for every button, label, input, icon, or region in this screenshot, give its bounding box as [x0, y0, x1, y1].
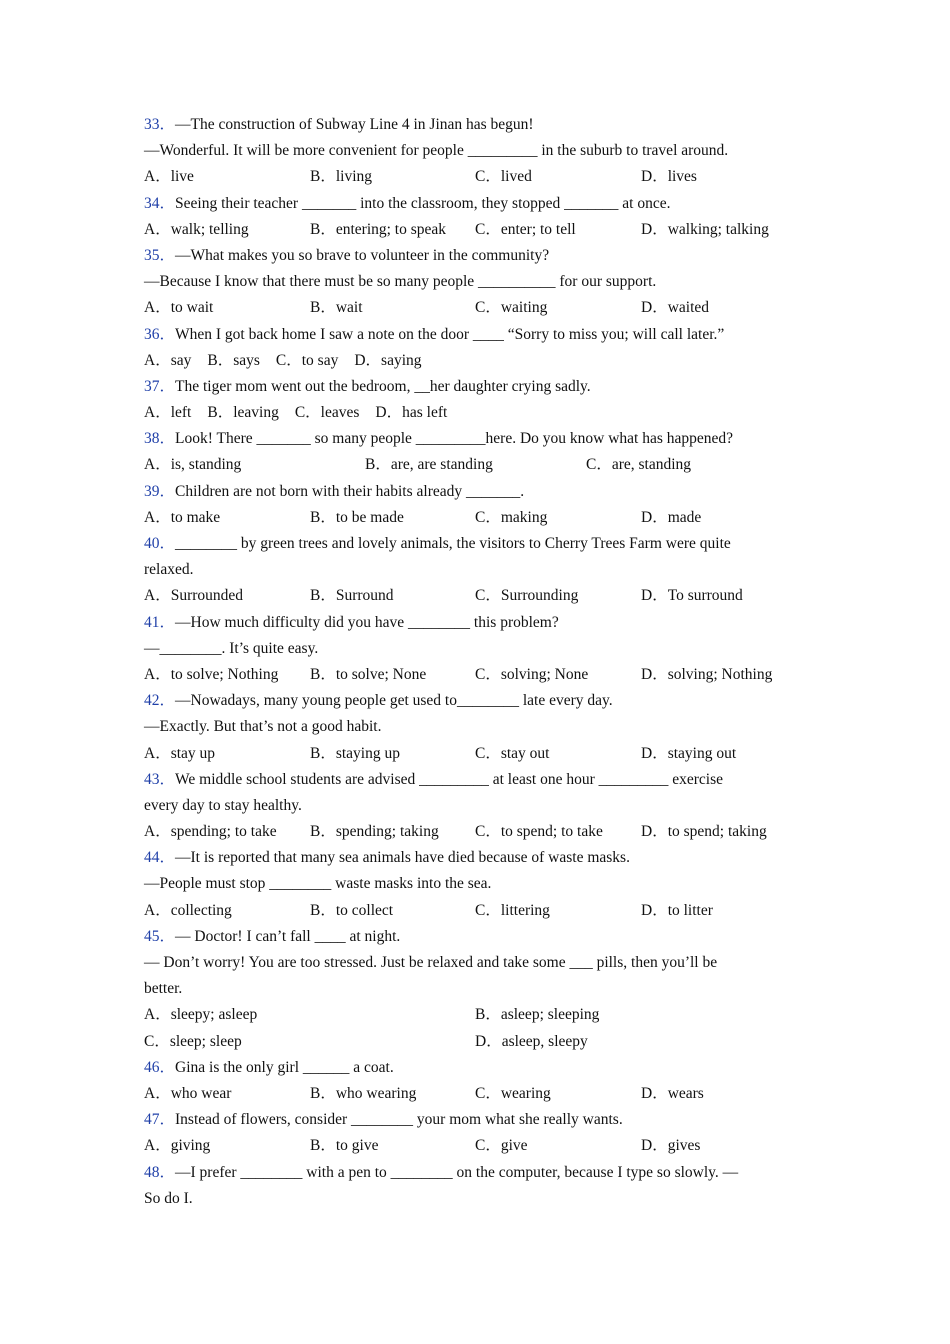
options-row — [144, 164, 794, 190]
option-c[interactable]: C．solving; None — [475, 665, 589, 683]
question-33 — [144, 112, 794, 191]
question-stem-cont: —Exactly. But that’s not a good habit. — [144, 718, 382, 736]
question-stem-cont: —People must stop ________ waste masks into the sea. — [144, 875, 492, 893]
question-38 — [144, 426, 794, 478]
option-b[interactable]: B．entering; to speak — [310, 220, 447, 238]
option-c[interactable]: C．Surrounding — [475, 587, 579, 605]
question-stem-cont: —Because I know that there must be so many people __________ for our support. — [144, 273, 657, 291]
question-39 — [144, 479, 794, 531]
question-number: 48． — [144, 1163, 176, 1181]
option-d[interactable]: D．has left — [375, 404, 448, 422]
option-d[interactable]: D．solving; Nothing — [641, 665, 773, 683]
options-row — [144, 1002, 794, 1028]
option-b[interactable]: B．staying up — [310, 744, 400, 762]
question-stem-cont: relaxed. — [144, 561, 194, 579]
question-number: 34． — [144, 194, 176, 212]
option-c[interactable]: C．littering — [475, 901, 550, 919]
option-d[interactable]: D．asleep, sleepy — [475, 1032, 588, 1050]
question-stem: 48．—I prefer ________ with a pen to ________ on the computer, because I type so slowly. — — [144, 1163, 739, 1181]
question-stem: 34．Seeing their teacher _______ into the classroom, they stopped _______ at once. — [144, 194, 671, 212]
question-number: 42． — [144, 692, 176, 710]
option-d[interactable]: D．to spend; taking — [641, 823, 767, 841]
question-stem: 44．—It is reported that many sea animals have died because of waste masks. — [144, 849, 630, 867]
question-number: 39． — [144, 482, 176, 500]
option-a[interactable]: A．sleepy; asleep — [144, 1006, 258, 1024]
question-stem: 41．—How much difficulty did you have ________ this problem? — [144, 613, 559, 631]
option-b[interactable]: B．are, are standing — [365, 456, 493, 474]
options-row — [144, 400, 794, 426]
option-a[interactable]: A．live — [144, 168, 194, 186]
option-b[interactable]: B．wait — [310, 299, 363, 317]
question-number: 33． — [144, 116, 176, 133]
option-c[interactable]: C．leaves — [294, 404, 360, 422]
option-c[interactable]: C．waiting — [475, 299, 548, 317]
options-row — [144, 1133, 794, 1159]
options-row — [144, 741, 794, 767]
option-c[interactable]: C．give — [475, 1137, 528, 1155]
options-row — [144, 1081, 794, 1107]
question-40 — [144, 531, 794, 610]
option-d[interactable]: D．lives — [641, 168, 697, 186]
question-stem-cont: —Wonderful. It will be more convenient for people _________ in the suburb to travel around. — [144, 142, 729, 160]
question-number: 45． — [144, 927, 176, 945]
option-a[interactable]: A．spending; to take — [144, 823, 277, 841]
option-c[interactable]: C．wearing — [475, 1084, 551, 1102]
question-number: 36． — [144, 325, 176, 343]
option-a[interactable]: A．who wear — [144, 1084, 232, 1102]
question-number: 43． — [144, 770, 176, 788]
option-d[interactable]: D．saying — [354, 351, 422, 369]
option-a[interactable]: A．left — [144, 404, 192, 422]
option-b[interactable]: B．leaving — [207, 404, 279, 422]
question-stem: 43．We middle school students are advised _________ at least one hour _________ exercise — [144, 770, 724, 788]
option-b[interactable]: B．says — [207, 351, 260, 369]
option-b[interactable]: B．Surround — [310, 587, 394, 605]
option-b[interactable]: B．to solve; None — [310, 665, 427, 683]
option-c[interactable]: C．stay out — [475, 744, 550, 762]
question-stem-cont: —________. It’s quite easy. — [144, 639, 319, 657]
question-stem: 47．Instead of flowers, consider ________ your mom what she really wants. — [144, 1111, 623, 1129]
question-number: 41． — [144, 613, 176, 631]
options-row — [144, 662, 794, 688]
option-d[interactable]: D．gives — [641, 1137, 701, 1155]
question-sheet — [144, 112, 794, 1212]
options-row — [144, 295, 794, 321]
question-number: 46． — [144, 1058, 176, 1076]
question-stem: 36．When I got back home I saw a note on the door ____ “Sorry to miss you; will call later.” — [144, 325, 725, 343]
option-c[interactable]: C．to spend; to take — [475, 823, 603, 841]
option-d[interactable]: D．made — [641, 508, 702, 526]
option-d[interactable]: D．wears — [641, 1084, 704, 1102]
option-a[interactable]: A．is, standing — [144, 456, 242, 474]
option-b[interactable]: B．asleep; sleeping — [475, 1006, 600, 1024]
options-row — [144, 583, 794, 609]
question-stem: 40．________ by green trees and lovely animals, the visitors to Cherry Trees Farm were quite — [144, 535, 731, 552]
option-d[interactable]: D．staying out — [641, 744, 737, 762]
question-stem: 45．— Doctor! I can’t fall ____ at night. — [144, 927, 401, 945]
question-41 — [144, 610, 794, 689]
option-d[interactable]: D．waited — [641, 299, 710, 317]
option-c[interactable]: C．to say — [275, 351, 339, 369]
option-c[interactable]: C．sleep; sleep — [144, 1032, 242, 1050]
question-45 — [144, 924, 794, 1055]
options-row — [144, 898, 794, 924]
question-34 — [144, 191, 794, 243]
option-c[interactable]: C．are, standing — [586, 456, 692, 474]
question-47 — [144, 1107, 794, 1159]
options-row — [144, 217, 794, 243]
option-d[interactable]: D．to litter — [641, 901, 713, 919]
question-stem: 37．The tiger mom went out the bedroom, __her daughter crying sadly. — [144, 377, 591, 395]
question-stem: 33．—The construction of Subway Line 4 in Jinan has begun! — [144, 116, 534, 133]
option-b[interactable]: B．who wearing — [310, 1084, 417, 1102]
question-stem-cont: — Don’t worry! You are too stressed. Just be relaxed and take some ___ pills, then you’ll be — [144, 954, 718, 971]
question-number: 37． — [144, 377, 176, 395]
question-35 — [144, 243, 794, 322]
option-a[interactable]: A．walk; telling — [144, 220, 249, 238]
question-stem: 42．—Nowadays, many young people get used to________ late every day. — [144, 692, 613, 710]
option-c[interactable]: C．lived — [475, 168, 532, 186]
option-b[interactable]: B．living — [310, 168, 373, 186]
option-a[interactable]: A．collecting — [144, 901, 232, 919]
option-b[interactable]: B．to give — [310, 1137, 379, 1155]
question-37 — [144, 374, 794, 426]
option-b[interactable]: B．spending; taking — [310, 823, 439, 841]
question-number: 44． — [144, 849, 176, 867]
question-stem-cont: every day to stay healthy. — [144, 796, 302, 814]
question-stem: 39．Children are not born with their habits already _______. — [144, 482, 525, 500]
option-a[interactable]: A．to solve; Nothing — [144, 665, 279, 683]
option-a[interactable]: A．giving — [144, 1137, 211, 1155]
option-c[interactable]: C．making — [475, 508, 548, 526]
question-number: 35． — [144, 246, 176, 264]
question-stem: 46．Gina is the only girl ______ a coat. — [144, 1058, 394, 1076]
question-number: 40． — [144, 535, 176, 552]
option-b[interactable]: B．to be made — [310, 508, 404, 526]
option-a[interactable]: A．to make — [144, 508, 221, 526]
options-row — [144, 505, 794, 531]
question-42 — [144, 688, 794, 767]
question-stem: 38．Look! There _______ so many people _________here. Do you know what has happened? — [144, 430, 734, 448]
question-number: 38． — [144, 430, 176, 448]
options-row — [144, 819, 794, 845]
option-d[interactable]: D．walking; talking — [641, 220, 769, 238]
question-number: 47． — [144, 1111, 176, 1129]
options-row — [144, 452, 794, 478]
question-36 — [144, 322, 794, 374]
option-a[interactable]: A．to wait — [144, 299, 214, 317]
option-d[interactable]: D．To surround — [641, 587, 743, 605]
option-a[interactable]: A．stay up — [144, 744, 216, 762]
option-c[interactable]: C．enter; to tell — [475, 220, 576, 238]
question-43 — [144, 767, 794, 846]
question-stem: 35．—What makes you so brave to volunteer in the community? — [144, 246, 550, 264]
question-44 — [144, 845, 794, 924]
question-48 — [144, 1160, 794, 1212]
question-stem-cont: better. — [144, 980, 183, 998]
option-a[interactable]: A．Surrounded — [144, 587, 244, 605]
option-b[interactable]: B．to collect — [310, 901, 394, 919]
question-stem-cont: So do I. — [144, 1189, 193, 1207]
question-46 — [144, 1055, 794, 1107]
options-row — [144, 1029, 794, 1055]
option-a[interactable]: A．say — [144, 351, 192, 369]
options-row — [144, 348, 794, 374]
